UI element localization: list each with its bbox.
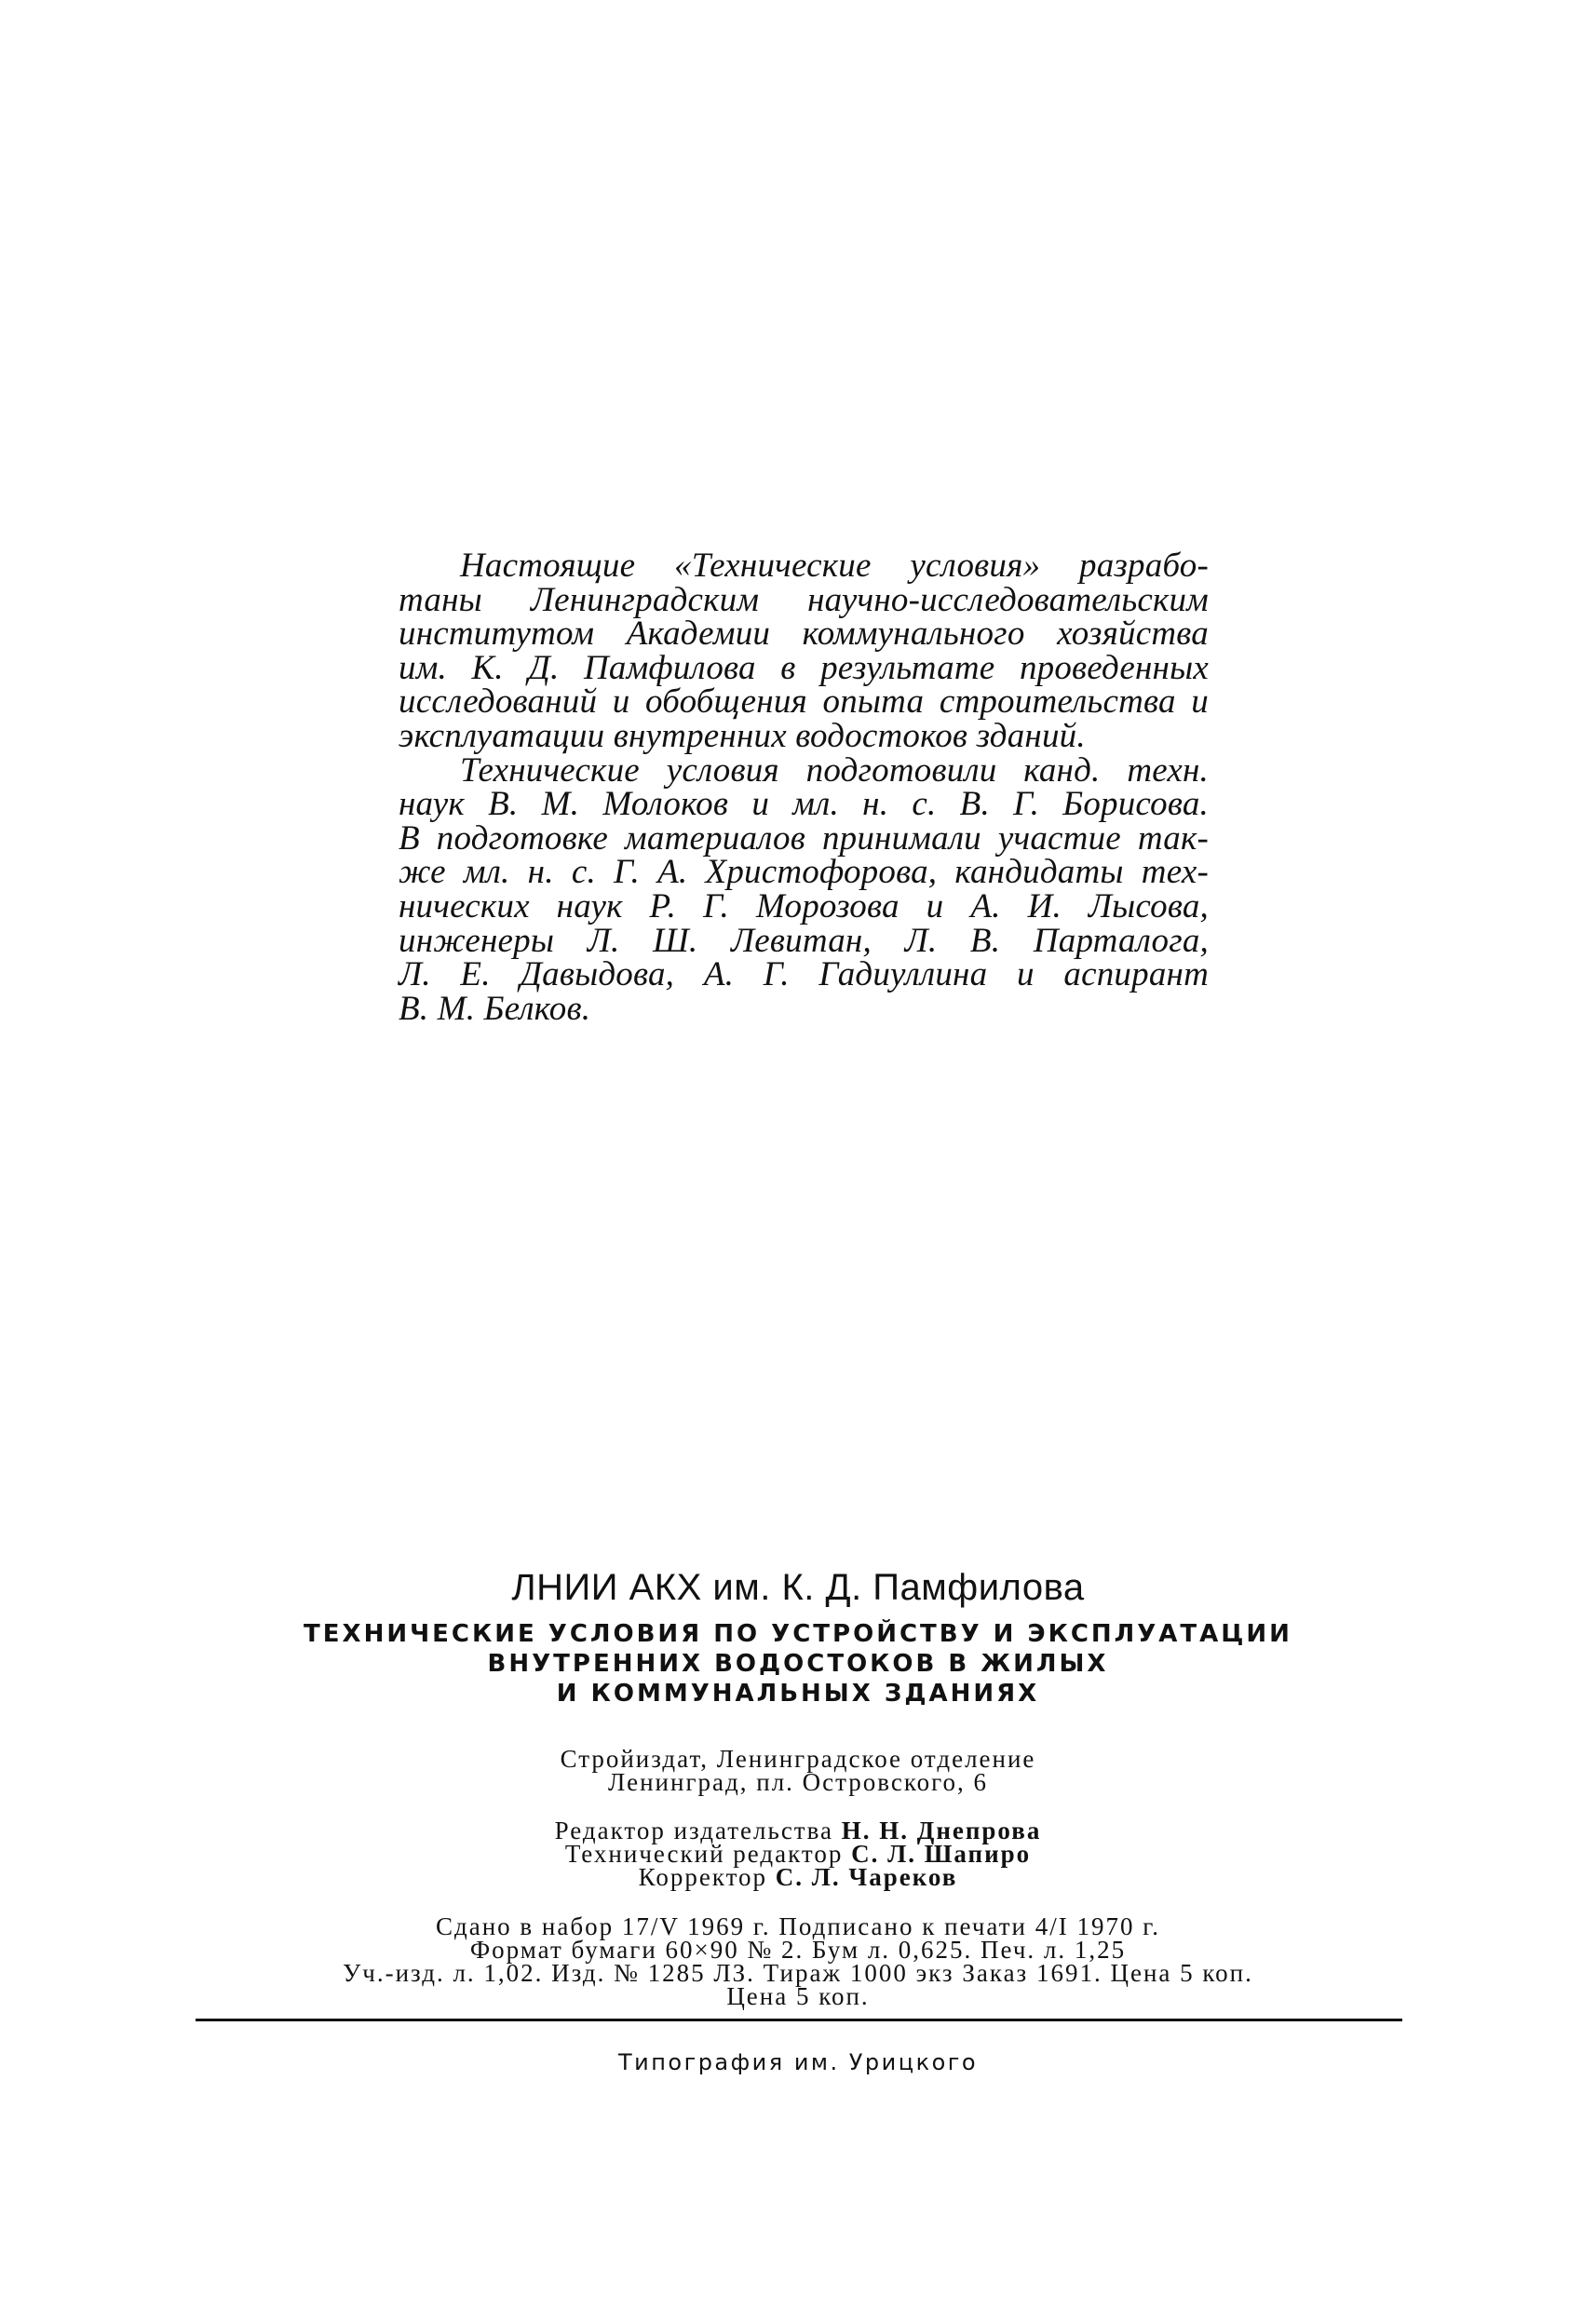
annotation-line: Л. Е. Давыдова, А. Г. Гадиуллина и аспирант (399, 955, 1209, 994)
publisher-line: Стройиздат, Ленинградское отделение (560, 1745, 1036, 1773)
printing-house-line: Типография им. Урицкого (617, 2049, 979, 2075)
annotation-paragraph (399, 549, 1209, 1026)
annotation-line: им. К. Д. Памфилова в результате проведенных (399, 648, 1209, 687)
document-title-line: ТЕХНИЧЕСКИЕ УСЛОВИЯ ПО УСТРОЙСТВУ И ЭКСПЛУАТАЦИИ (304, 1620, 1292, 1648)
print-info-line: Сдано в набор 17/V 1969 г. Подписано к печати 4/I 1970 г. (435, 1912, 1160, 1940)
document-title-line: ВНУТРЕННИХ ВОДОСТОКОВ В ЖИЛЫХ (487, 1650, 1109, 1678)
annotation-line: эксплуатации внутренних водостоков зданий. (399, 716, 1086, 755)
price-line: Цена 5 коп. (726, 1982, 870, 2010)
annotation-line: исследований и обобщения опыта строительства и (399, 682, 1209, 722)
proofreader-credit (0, 1863, 1596, 1892)
editor-name: С. Л. Шапиро (851, 1840, 1032, 1868)
editor-role: Корректор (638, 1863, 768, 1891)
editor-role: Редактор издательства (554, 1817, 833, 1844)
organization-heading: ЛНИИ АКХ им. К. Д. Памфилова (511, 1567, 1085, 1608)
annotation-line: Технические условия подготовили канд. техн. (460, 750, 1209, 790)
publisher-address-line: Ленинград, пл. Островского, 6 (607, 1768, 988, 1796)
annotation-line: же мл. н. с. Г. А. Христофорова, кандидаты тех- (399, 853, 1209, 892)
document-title-line: И КОММУНАЛЬНЫХ ЗДАНИЯХ (556, 1680, 1040, 1708)
annotation-line: нических наук Р. Г. Морозова и А. И. Лысова, (399, 886, 1209, 925)
annotation-line: таны Ленинградским научно-исследовательским (399, 580, 1209, 619)
editor-role: Технический редактор (564, 1840, 844, 1868)
horizontal-rule (196, 2019, 1402, 2021)
print-info-line: Формат бумаги 60×90 № 2. Бум л. 0,625. Печ. л. 1,25 (469, 1936, 1127, 1964)
annotation-line: Настоящие «Технические условия» разрабо- (460, 547, 1209, 585)
annotation-line: институтом Академии коммунального хозяйства (399, 615, 1209, 654)
print-info-line: Уч.-изд. л. 1,02. Изд. № 1285 ЛЗ. Тираж 1000 экз Заказ 1691. Цена 5 коп. (343, 1959, 1253, 1987)
annotation-line: В. М. Белков. (399, 989, 591, 1028)
editor-name: С. Л. Чареков (775, 1863, 958, 1891)
editor-name: Н. Н. Днепрова (841, 1817, 1042, 1844)
annotation-line: инженеры Л. Ш. Левитан, Л. В. Парталога, (399, 921, 1209, 960)
annotation-line: наук В. М. Молоков и мл. н. с. В. Г. Борисова. (399, 785, 1209, 824)
annotation-line: В подготовке материалов принимали участие так- (399, 818, 1209, 858)
